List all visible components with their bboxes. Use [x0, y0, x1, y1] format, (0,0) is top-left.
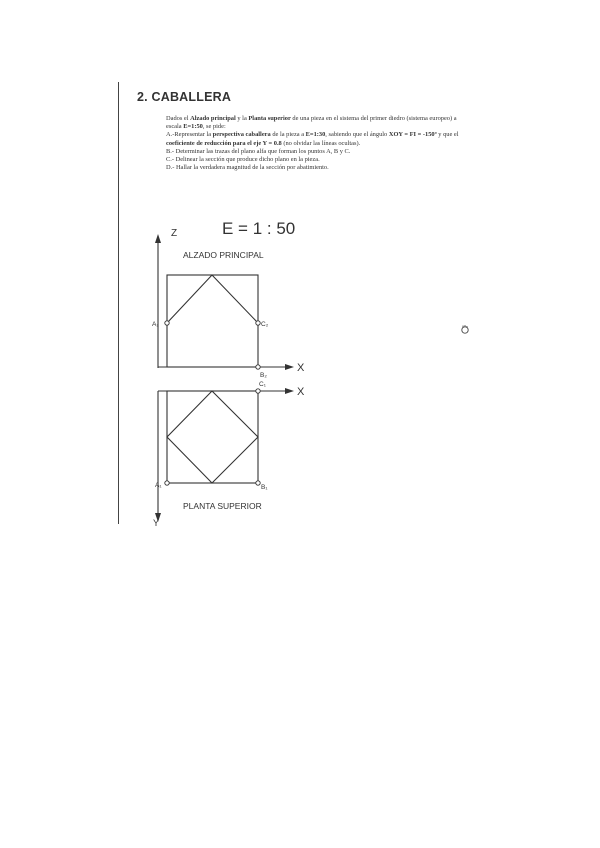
y-axis-label: Y: [153, 518, 160, 528]
z-axis-arrow: [155, 234, 161, 243]
statement-item-d: D.- Hallar la verdadera magnitud de la sección por abatimiento.: [166, 164, 329, 172]
point-c2-label: C₂: [261, 321, 269, 328]
scale-label: E = 1 : 50: [222, 219, 296, 238]
point-b2-label: B₂: [260, 372, 267, 379]
plan-outline: [167, 391, 258, 483]
point-b1-marker: [256, 481, 260, 485]
plan-diamond: [167, 391, 258, 483]
statement-item-a: A.-Representar la perspectiva caballera de la pieza a E=1:30, sabiendo que el ángulo XOY = FI = -150º y que el coeficiente de reducción para el eje Y = 0.8 (no olvidar las líneas ocultas).: [166, 131, 459, 147]
point-b1-label: B₁: [261, 484, 268, 491]
point-a1-label: A₁: [155, 482, 162, 489]
point-a2-label: A₂: [152, 321, 159, 328]
point-a1-marker: [165, 481, 169, 485]
statement-item-c: C.- Delinear la sección que produce dicho plano en la pieza.: [166, 156, 320, 164]
plan-label: PLANTA SUPERIOR: [183, 501, 262, 511]
section-title: 2. CABALLERA: [137, 90, 232, 104]
point-a2-marker: [165, 321, 169, 325]
x-axis-bottom-label: X: [297, 386, 305, 398]
x-axis-top-arrow: [285, 364, 294, 370]
statement-scale: escala E=1:50, se pide:: [166, 123, 226, 131]
point-c1-marker: [256, 389, 260, 393]
x-axis-bottom-arrow: [285, 388, 294, 394]
elevation-label: ALZADO PRINCIPAL: [183, 250, 264, 260]
point-b2-marker: [256, 365, 260, 369]
statement-intro: Dados el Alzado principal y la Planta superior de una pieza en el sistema del primer diedro (sistema europeo) a: [166, 115, 457, 122]
z-axis-label: Z: [171, 228, 178, 239]
hand-cursor-icon: [462, 325, 468, 333]
point-c2-marker: [256, 321, 260, 325]
statement-item-b: B.- Determinar las trazas del plano alfa que forman los puntos A, B y C.: [166, 147, 351, 155]
elevation-outline: [167, 275, 258, 367]
elevation-roof-lines: [167, 275, 258, 323]
point-c1-label: C₁: [259, 381, 266, 388]
x-axis-top-label: X: [297, 362, 305, 374]
